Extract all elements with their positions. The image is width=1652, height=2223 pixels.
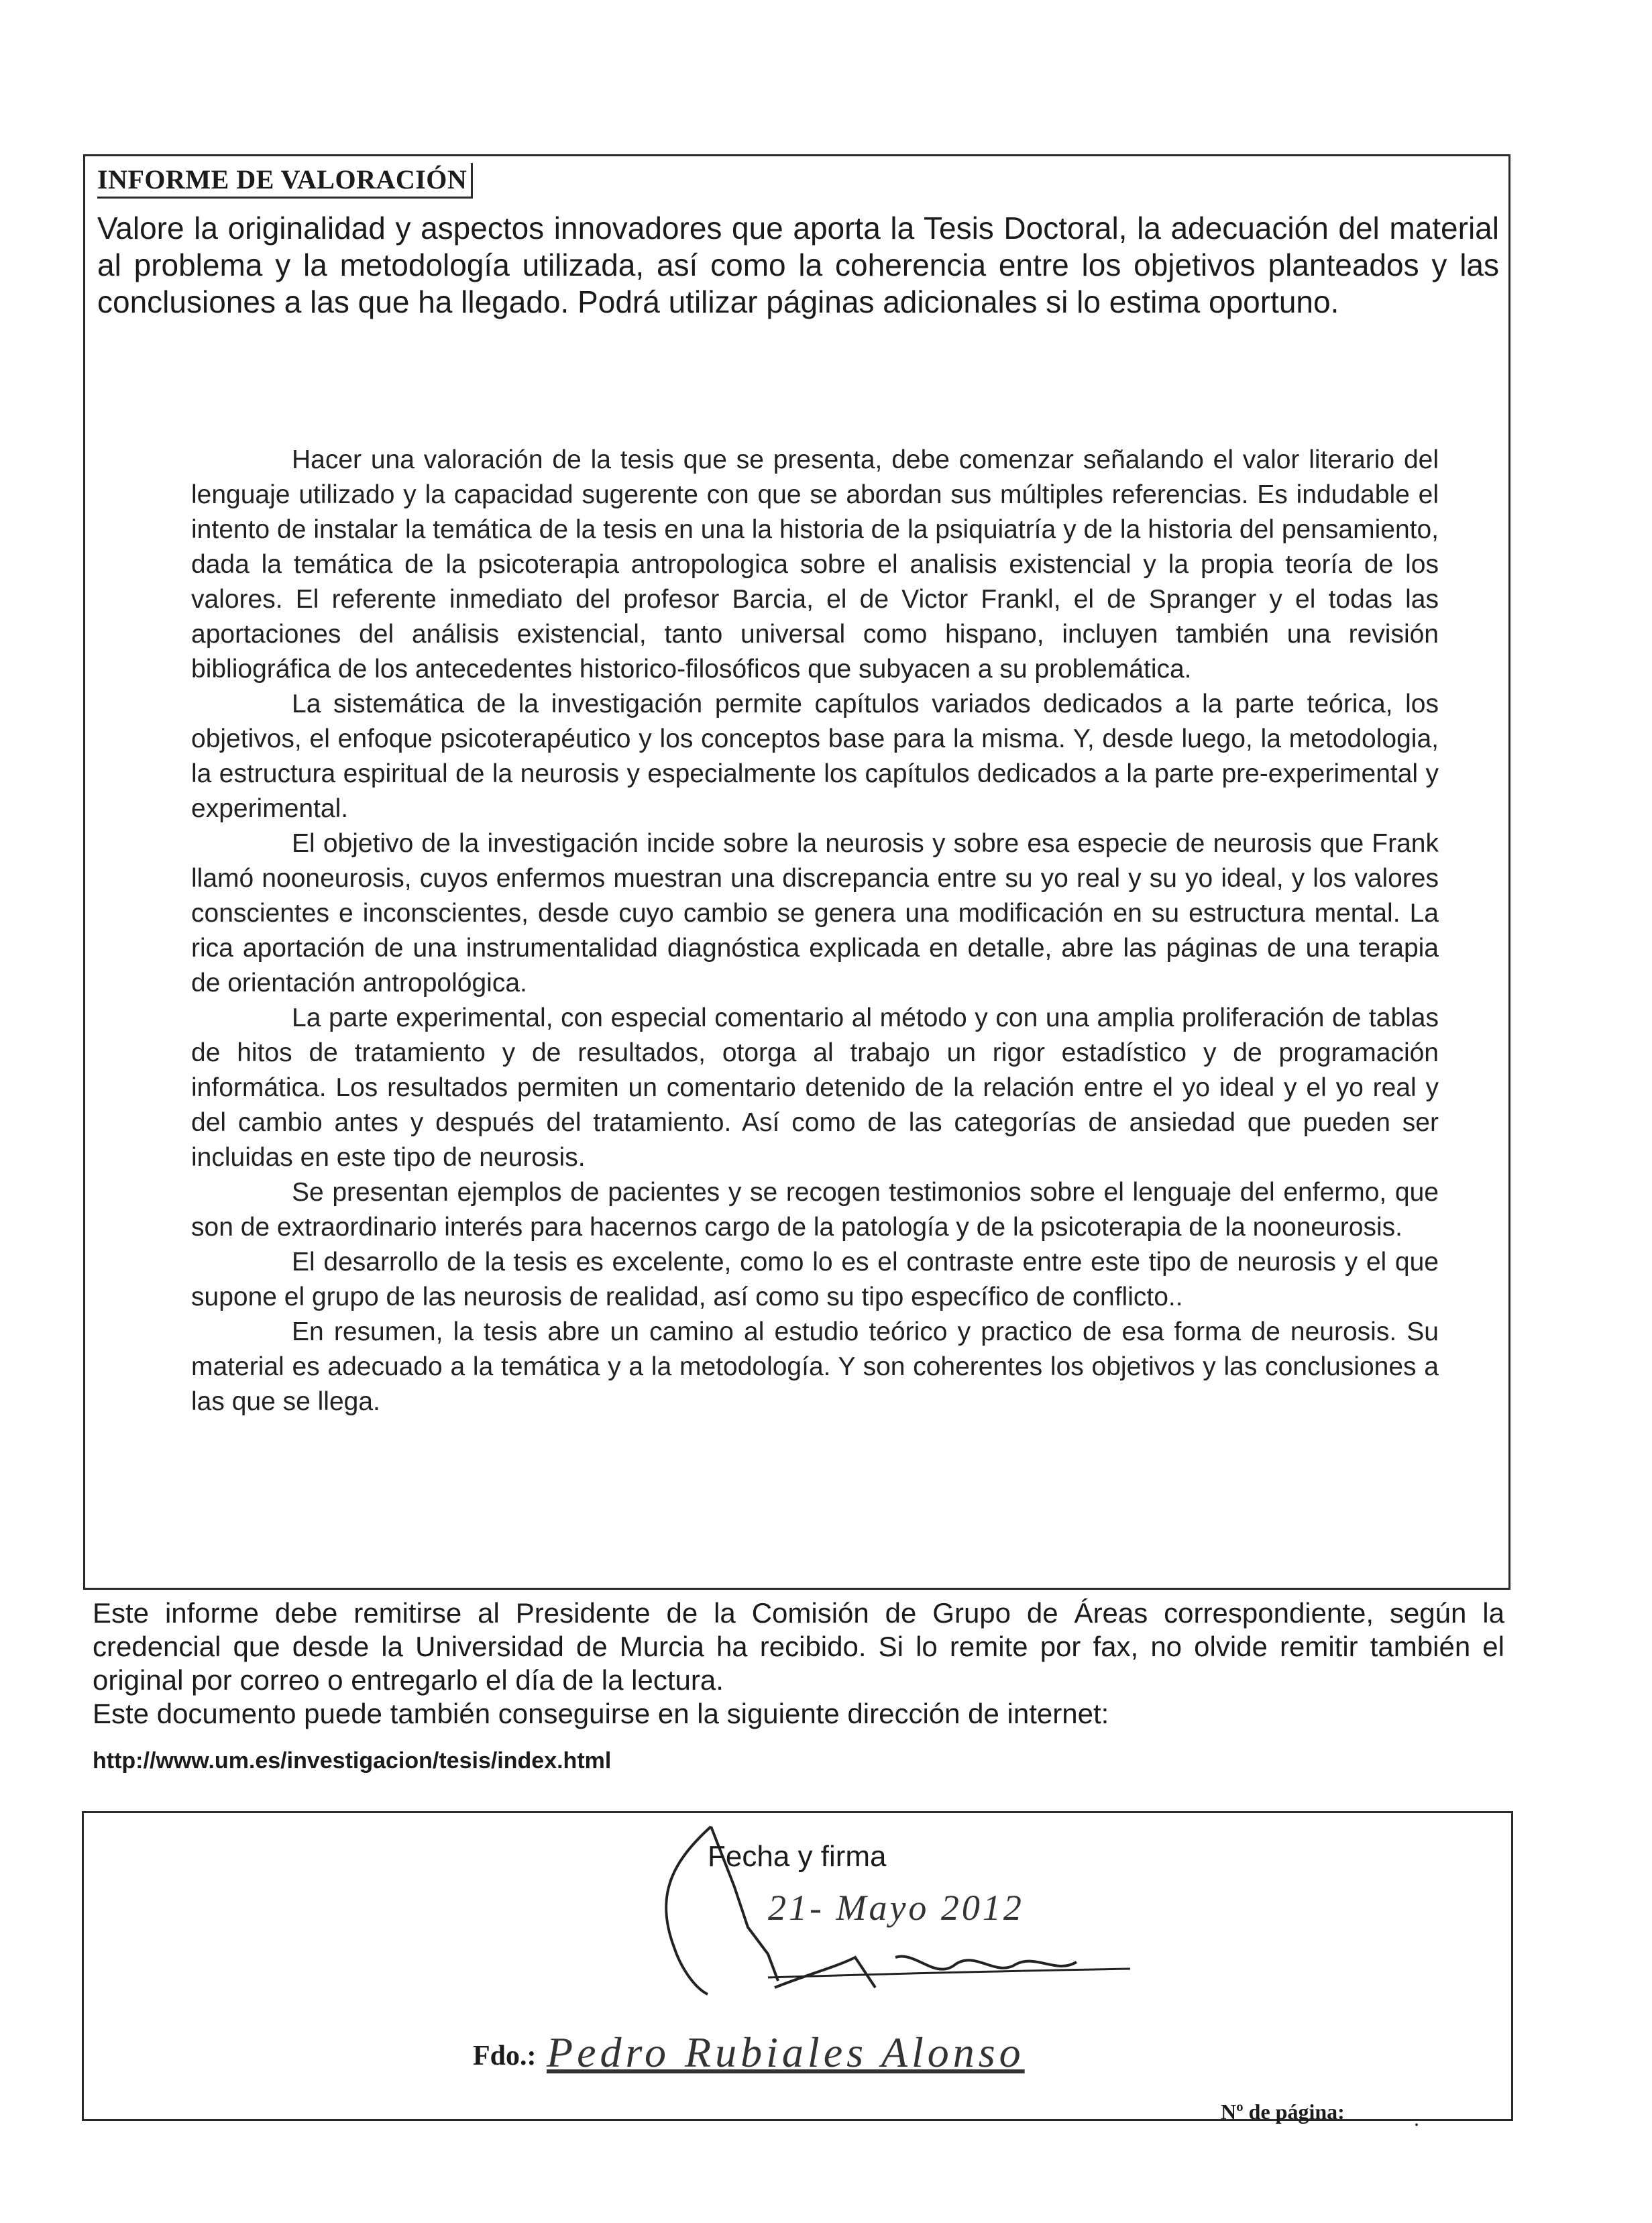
date-and-signature-label: Fecha y firma (708, 1840, 887, 1873)
submission-instructions: Este informe debe remitirse al Presidente de la Comisión de Grupo de Áreas correspondiente, según la credencial que desde la Universidad de Murcia ha recibido. Si lo remite por fax, no olvide remitir también el original por correo o entregarlo el día de la lectura. (93, 1597, 1504, 1696)
evaluation-paragraph: La sistemática de la investigación permite capítulos variados dedicados a la parte teórica, los objetivos, el enfoque psicoterapéutico y los conceptos base para la misma. Y, desde luego, la metodologia, la estructura espiritual de la neurosis y especialmente los capítulos dedicados a la parte pre-experimental y experimental. (191, 690, 1439, 823)
evaluation-paragraph: Se presentan ejemplos de pacientes y se recogen testimonios sobre el lenguaje del enfermo, que son de extraordinario interés para hacernos cargo de la patología y de la psicoterapia de la nooneurosis. (191, 1178, 1439, 1242)
evaluation-paragraph: En resumen, la tesis abre un camino al estudio teórico y practico de esa forma de neurosis. Su material es adecuado a la temática y a la metodología. Y son coherentes los objetivos y las conclusiones a las que se llega. (191, 1317, 1439, 1416)
evaluation-paragraph: Hacer una valoración de la tesis que se presenta, debe comenzar señalando el valor literario del lenguaje utilizado y la capacidad sugerente con que se abordan sus múltiples referencias. Es indudable el intento de instalar la temática de la tesis en una la historia de la psiquiatría y de la historia del pensamiento, dada la temática de la psicoterapia antropologica sobre el analisis existencial y la propia teoría de los valores. El referente inmediato del profesor Barcia, el de Victor Frankl, el de Spranger y el todas las aportaciones del análisis existencial, tanto universal como hispano, incluyen también una revisión bibliográfica de los antecedentes historico-filosóficos que subyacen a su problemática. (191, 445, 1439, 684)
evaluation-paragraph: El desarrollo de la tesis es excelente, como lo es el contraste entre este tipo de neurosis y el que supone el grupo de las neurosis de realidad, así como su tipo específico de conflicto.. (191, 1248, 1439, 1311)
report-instructions: Valore la originalidad y aspectos innovadores que aporta la Tesis Doctoral, la adecuación del material al problema y la metodología utilizada, así como la coherencia entre los objetivos planteados y las conclusiones a las que ha llegado. Podrá utilizar páginas adicionales si lo estima oportuno. (97, 211, 1499, 319)
signed-by-name: Pedro Rubiales Alonso (547, 2028, 1025, 2076)
signature-box (82, 1811, 1513, 2121)
signed-by-label: Fdo.: (473, 2041, 537, 2071)
report-heading: INFORME DE VALORACIÓN (97, 163, 473, 199)
evaluation-paragraph: El objetivo de la investigación incide sobre la neurosis y sobre esa especie de neurosis que Frank llamó nooneurosis, cuyos enfermos muestran una discrepancia entre su yo real y su yo ideal, y los valores conscientes e inconscientes, desde cuyo cambio se genera una modificación en su estructura mental. La rica aportación de una instrumentalidad diagnóstica explicada en detalle, abre las páginas de una terapia de orientación antropológica. (191, 829, 1439, 997)
evaluation-body (191, 443, 1439, 1419)
internet-address-note: Este documento puede también conseguirse en la siguiente dirección de internet: (93, 1698, 1109, 1729)
handwritten-date: 21- Mayo 2012 (768, 1888, 1024, 1928)
submission-url-link[interactable]: http://www.um.es/investigacion/tesis/index.html (93, 1748, 612, 1774)
submission-notes (93, 1596, 1504, 1731)
page-number-value: . (1414, 2106, 1419, 2130)
page-number-label: Nº de página: (1221, 2100, 1345, 2124)
evaluation-paragraph: La parte experimental, con especial comentario al método y con una amplia proliferación de tablas de hitos de tratamiento y de resultados, otorga al trabajo un rigor estadístico y de programación informática. Los resultados permiten un comentario detenido de la relación entre el yo ideal y el yo real y del cambio antes y después del tratamiento. Así como de las categorías de ansiedad que pueden ser incluidas en este tipo de neurosis. (191, 1004, 1439, 1172)
